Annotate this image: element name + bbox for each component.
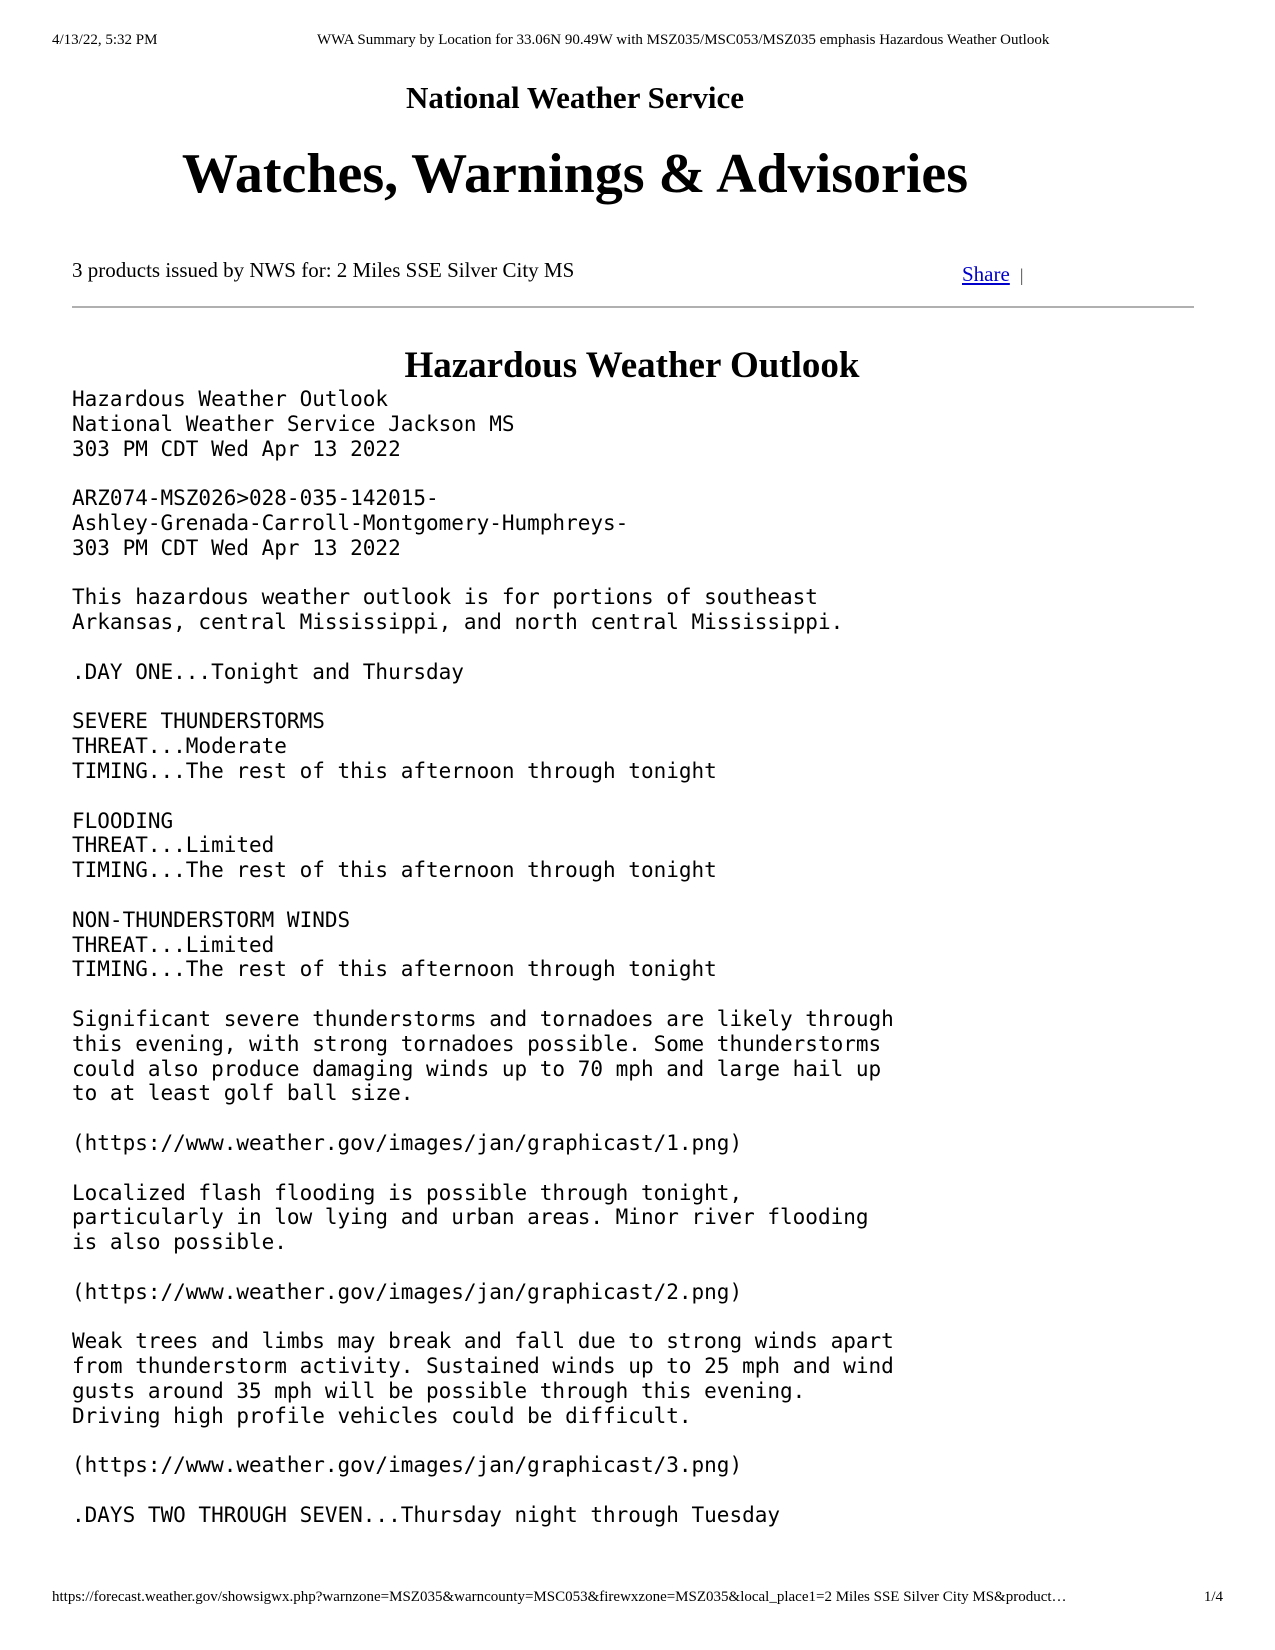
print-header: [52, 32, 1223, 52]
print-url: https://forecast.weather.gov/showsigwx.php?warnzone=MSZ035&warncounty=MSC053&firewxzone=MSZ035&local_place1=2 Miles SSE Silver City MS&product…: [52, 1589, 1067, 1605]
product-text: Hazardous Weather Outlook National Weather Service Jackson MS 303 PM CDT Wed Apr 13 2022 ARZ074-MSZ026>028-035-142015- Ashley-Grenada-Carroll-Montgomery-Humphreys- 303 PM CDT Wed Apr 13 2022 This hazardous weather outlook is for portions of southeast Arkansas, central Mississippi, and north central Mississippi. .DAY ONE...Tonight and Thursday SEVERE THUNDERSTORMS THREAT...Moderate TIMING...The rest of this afternoon through tonight FLOODING THREAT...Limited TIMING...The rest of this afternoon through tonight NON-THUNDERSTORM WINDS THREAT...Limited TIMING...The rest of this afternoon through tonight Significant severe thunderstorms and tornadoes are likely through this evening, with strong tornadoes possible. Some thunderstorms could also produce damaging winds up to 70 mph and large hail up to at least golf ball size. (https://www.weather.gov/images/jan/graphicast/1.png) Localized flash flooding is possible through tonight, particularly in low lying and urban areas. Minor river flooding is also possible. (https://www.weather.gov/images/jan/graphicast/2.png) Weak trees and limbs may break and fall due to strong winds apart from thunderstorm activity. Sustained winds up to 25 mph and wind gusts around 35 mph will be possible through this evening. Driving high profile vehicles could be difficult. (https://www.weather.gov/images/jan/graphicast/3.png) .DAYS TWO THROUGH SEVEN...Thursday night through Tuesday: [72, 387, 894, 1527]
print-date: 4/13/22, 5:32 PM: [52, 32, 158, 48]
page-number: 1/4: [1203, 1589, 1223, 1605]
divider: [72, 306, 1194, 308]
print-footer: [52, 1589, 1223, 1609]
product-title: Hazardous Weather Outlook: [404, 345, 860, 386]
agency-heading: National Weather Service: [405, 80, 745, 115]
products-summary: 3 products issued by NWS for: 2 Miles SSE Silver City MS: [72, 258, 575, 282]
share-separator: |: [1019, 265, 1024, 285]
share-link[interactable]: Share: [962, 262, 1010, 286]
page-title: Watches, Warnings & Advisories: [181, 143, 969, 205]
share-area: [962, 262, 1023, 287]
print-document-title: WWA Summary by Location for 33.06N 90.49W with MSZ035/MSC053/MSZ035 emphasis Hazardous Weather Outlook: [317, 32, 1050, 48]
